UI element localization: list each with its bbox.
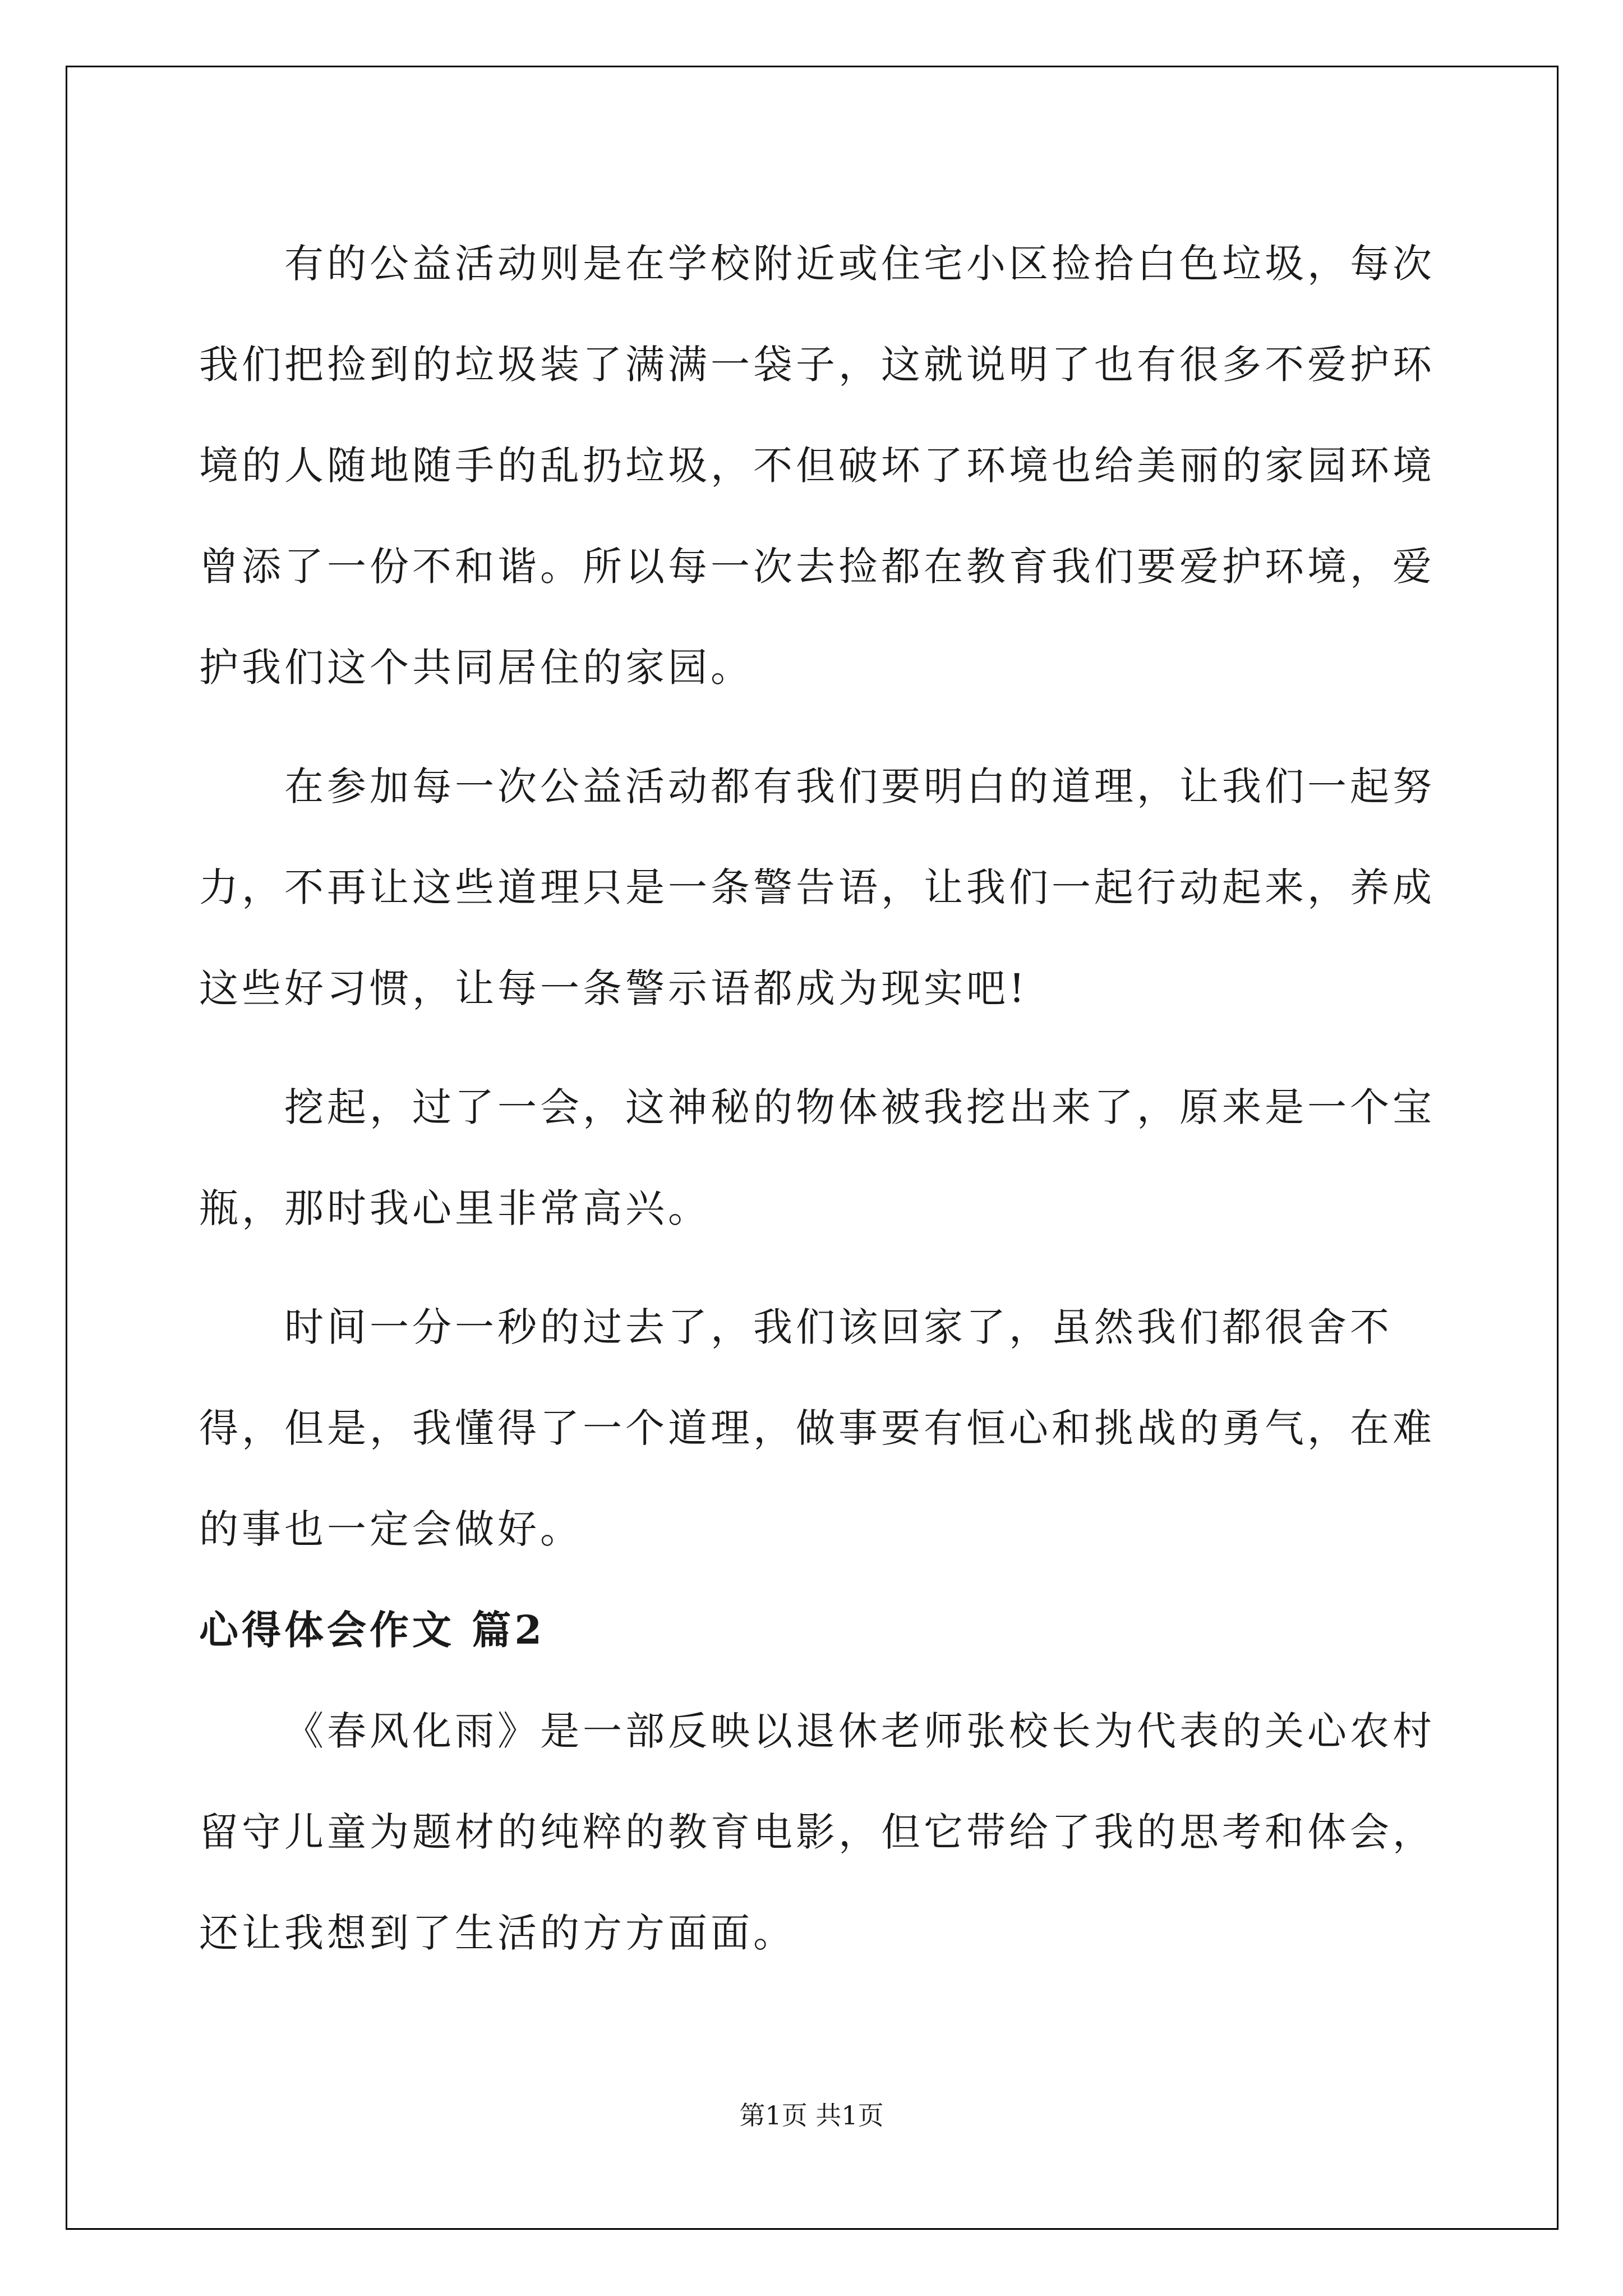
paragraph-treasure-bottle: 挖起，过了一会，这神秘的物体被我挖出来了，原来是一个宝瓶，那时我心里非常高兴。 bbox=[199, 1084, 1435, 1231]
paragraph-gap bbox=[199, 1259, 1455, 1277]
paragraph-litter-cleanup: 有的公益活动则是在学校附近或住宅小区捡拾白色垃圾，每次我们把捡到的垃圾装了满满一袋子，这就说明了也有很多不爱护环境的人随地随手的乱扔垃圾，不但破坏了环境也给美丽的家园环境曾添了一份不和谐。所以每一次去捡都在教育我们要爱护环境，爱护我们这个共同居住的家园。 bbox=[199, 241, 1435, 691]
paragraph-gap bbox=[199, 1039, 1455, 1057]
paragraph-going-home: 时间一分一秒的过去了，我们该回家了，虽然我们都很舍不得，但是，我懂得了一个道理，做事要有恒心和挑战的勇气，在难的事也一定会做好。 bbox=[199, 1304, 1435, 1552]
paragraph-film-reflection: 《春风化雨》是一部反映以退休老师张校长为代表的关心农村留守儿童为题材的纯粹的教育电影，但它带给了我的思考和体会，还让我想到了生活的方方面面。 bbox=[199, 1708, 1435, 1956]
paragraph-gap bbox=[199, 718, 1455, 736]
paragraph-public-welfare-lesson: 在参加每一次公益活动都有我们要明白的道理，让我们一起努力，不再让这些道理只是一条警告语，让我们一起行动起来，养成这些好习惯，让每一条警示语都成为现实吧! bbox=[199, 763, 1435, 1011]
section-heading: 心得体会作文 篇2 bbox=[199, 1607, 546, 1653]
page-number-footer: 第1页 共1页 bbox=[739, 2100, 884, 2131]
document-body bbox=[199, 213, 1455, 1984]
